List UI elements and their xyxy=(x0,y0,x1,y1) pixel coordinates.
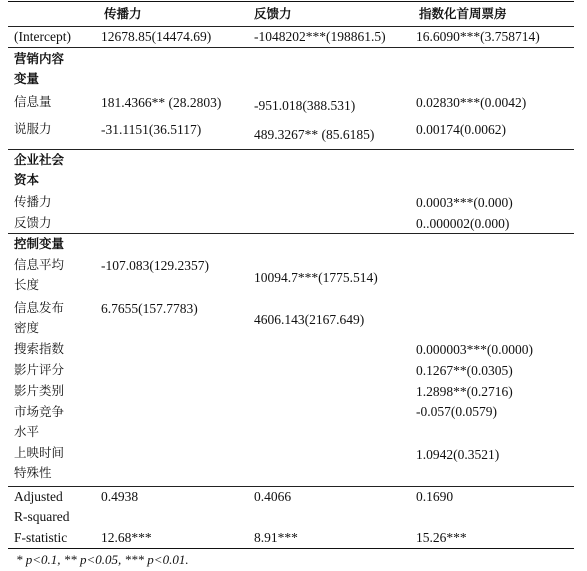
row-avg-length-c2: 10094.7***(1775.514) xyxy=(254,270,378,285)
intercept-rule xyxy=(8,47,574,48)
intercept-c3: 16.6090***(3.758714) xyxy=(416,29,540,44)
bottom-rule xyxy=(8,548,574,549)
row-label-persuasion: 说服力 xyxy=(14,121,52,136)
row-density-c1: 6.7655(157.7783) xyxy=(101,301,198,316)
stat-label-adj-r2-line1: Adjusted xyxy=(14,489,63,504)
row-label-competition-line2: 水平 xyxy=(14,424,40,439)
top-rule xyxy=(8,1,574,2)
row-persuasion-c1: -31.1151(36.5117) xyxy=(101,122,202,137)
intercept-c1: 12678.85(14474.69) xyxy=(101,29,212,44)
stat-f-c3: 15.26*** xyxy=(416,530,467,545)
row-persuasion-c2: 489.3267** (85.6185) xyxy=(254,127,375,142)
row-info-volume-c3: 0.02830***(0.0042) xyxy=(416,95,527,110)
row-competition-c3: -0.057(0.0579) xyxy=(416,404,497,419)
row-label-feedback: 反馈力 xyxy=(14,215,52,230)
stat-adj-r2-c1: 0.4938 xyxy=(101,489,139,504)
stat-label-adj-r2-line2: R-squared xyxy=(14,509,70,524)
row-release-time-c3: 1.0942(0.3521) xyxy=(416,447,500,462)
column-header-spread: 传播力 xyxy=(104,6,142,21)
row-label-release-time-line1: 上映时间 xyxy=(14,445,65,460)
row-label-avg-length-line1: 信息平均 xyxy=(14,257,65,272)
section-social-line2: 资本 xyxy=(14,172,40,187)
stat-adj-r2-c2: 0.4066 xyxy=(254,489,292,504)
column-header-feedback: 反馈力 xyxy=(254,6,292,21)
row-label-search-index: 搜索指数 xyxy=(14,341,65,356)
row-label-spread: 传播力 xyxy=(14,194,52,209)
stat-f-c2: 8.91*** xyxy=(254,530,298,545)
row-label-competition-line1: 市场竞争 xyxy=(14,404,65,419)
control-rule xyxy=(8,486,574,487)
row-density-c2: 4606.143(2167.649) xyxy=(254,312,365,327)
stat-label-f: F-statistic xyxy=(14,530,68,545)
significance-footnote: * p<0.1, ** p<0.05, *** p<0.01. xyxy=(16,552,189,567)
row-persuasion-c3: 0.00174(0.0062) xyxy=(416,122,506,137)
section-marketing-line1: 营销内容 xyxy=(14,51,65,66)
section-control: 控制变量 xyxy=(14,236,65,251)
row-search-index-c3: 0.000003***(0.0000) xyxy=(416,342,533,357)
row-avg-length-c1: -107.083(129.2357) xyxy=(101,258,209,273)
section-social-line1: 企业社会 xyxy=(14,152,65,167)
section-marketing-line2: 变量 xyxy=(14,71,40,86)
stat-adj-r2-c3: 0.1690 xyxy=(416,489,454,504)
row-label-info-volume: 信息量 xyxy=(14,94,52,109)
row-label-density-line2: 密度 xyxy=(14,320,40,335)
row-spread-c3: 0.0003***(0.000) xyxy=(416,195,513,210)
row-label-rating: 影片评分 xyxy=(14,362,65,377)
row-feedback-c3: 0..000002(0.000) xyxy=(416,216,510,231)
intercept-c2: -1048202***(198861.5) xyxy=(254,29,386,44)
column-header-box-office: 指数化首周票房 xyxy=(419,6,507,21)
marketing-rule xyxy=(8,149,574,150)
row-label-genre: 影片类别 xyxy=(14,383,65,398)
row-genre-c3: 1.2898**(0.2716) xyxy=(416,384,513,399)
row-label-density-line1: 信息发布 xyxy=(14,300,65,315)
row-info-volume-c1: 181.4366** (28.2803) xyxy=(101,95,222,110)
row-label-avg-length-line2: 长度 xyxy=(14,277,40,292)
header-rule xyxy=(8,26,574,27)
row-label-release-time-line2: 特殊性 xyxy=(14,465,52,480)
row-rating-c3: 0.1267**(0.0305) xyxy=(416,363,513,378)
social-rule xyxy=(8,233,574,234)
row-info-volume-c2: -951.018(388.531) xyxy=(254,98,356,113)
intercept-label: (Intercept) xyxy=(14,29,71,44)
stat-f-c1: 12.68*** xyxy=(101,530,152,545)
